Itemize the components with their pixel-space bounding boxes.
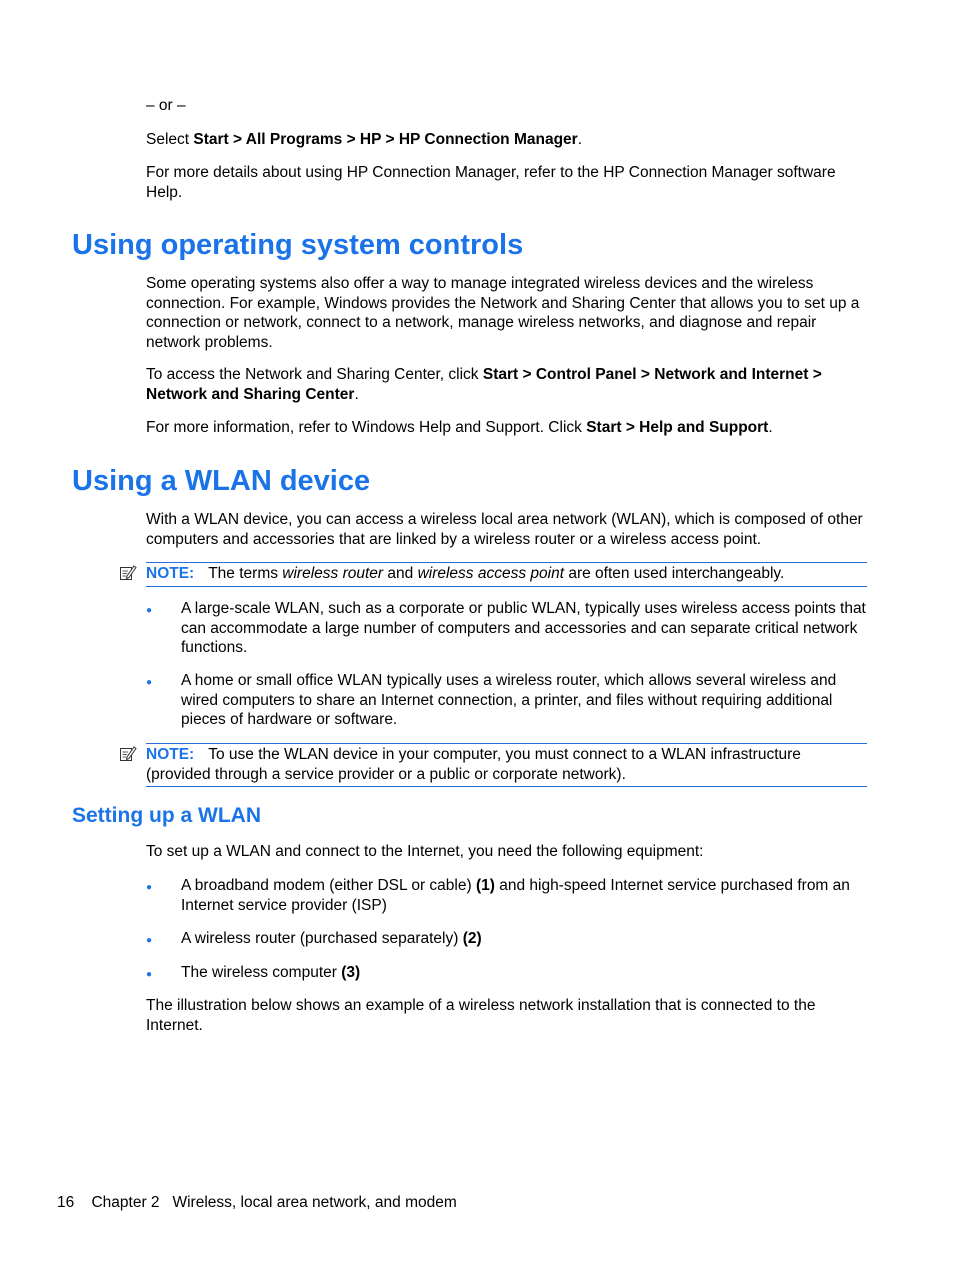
note-text-post: are often used interchangeably.: [564, 565, 785, 582]
item-text: A wireless router (purchased separately): [181, 930, 463, 947]
network-center-suffix: .: [354, 385, 359, 403]
list-item: [181, 876, 870, 915]
select-instruction: [146, 130, 870, 150]
note-terms: [146, 562, 867, 587]
select-prefix: Select: [146, 131, 194, 148]
illustration-intro-paragraph: The illustration below shows an example of a wireless network installation that is connected to the Internet.: [146, 997, 816, 1034]
bullet-dot: ●: [146, 882, 153, 893]
network-center-prefix: To access the Network and Sharing Center, click: [146, 366, 483, 383]
network-center-instruction: [146, 365, 870, 404]
section-title-os-controls: Using operating system controls: [72, 229, 524, 261]
page-number: 16: [57, 1194, 75, 1211]
chapter-title: Wireless, local area network, and modem: [172, 1194, 457, 1211]
item-text: The wireless computer: [181, 964, 342, 981]
help-support-instruction: [146, 418, 870, 438]
item-callout-number: (3): [341, 964, 361, 981]
network-center-path: Start > Control Panel > Network and Internet > Network and Sharing Center: [146, 366, 822, 403]
item-callout-number: (1): [475, 877, 495, 894]
note-wlan-infrastructure: [146, 743, 867, 787]
note-label: NOTE:: [146, 565, 195, 582]
help-suffix: .: [768, 419, 773, 436]
details-paragraph: For more details about using HP Connection Manager, refer to the HP Connection Manager software Help.: [146, 164, 836, 201]
wlan-device-paragraph: With a WLAN device, you can access a wireless local area network (WLAN), which is composed of other computers and accessories that are linked by a wireless router or a wireless access point.: [146, 511, 863, 548]
bullet-dot: ●: [146, 677, 153, 688]
help-prefix: For more information, refer to Windows Help and Support. Click: [146, 419, 587, 436]
note-text: To use the WLAN device in your computer, you must connect to a WLAN infrastructure (provided through a service provider or a public or corporate network).: [146, 746, 801, 783]
bullet-dot: ●: [146, 969, 153, 980]
note-text-mid: and: [383, 565, 418, 582]
item-callout-number: (2): [462, 930, 482, 947]
setup-intro-paragraph: To set up a WLAN and connect to the Internet, you need the following equipment:: [146, 843, 704, 860]
select-path: Start > All Programs > HP > HP Connection Manager: [193, 131, 578, 148]
note-text-pre: The terms: [208, 565, 283, 582]
list-item: [181, 929, 870, 949]
os-controls-paragraph: Some operating systems also offer a way to manage integrated wireless devices and the wireless connection. For example, Windows provides the Network and Sharing Center that allows you to set up a connection or network, connect to a network, manage wireless networks, and diagnose and repair network problems.: [146, 275, 860, 351]
list-item: A home or small office WLAN typically uses a wireless router, which allows several wireless and wired computers to share an Internet connection, a printer, and files without requiring additional pieces of hardware or software.: [181, 672, 837, 728]
note-label: NOTE:: [146, 746, 195, 763]
item-text: A broadband modem (either DSL or cable): [181, 877, 476, 894]
note-pencil-icon: [119, 564, 137, 582]
section-title-wlan-device: Using a WLAN device: [72, 465, 371, 497]
or-separator: – or –: [146, 97, 186, 114]
bullet-dot: ●: [146, 605, 153, 616]
section-title-setting-up-wlan: Setting up a WLAN: [72, 804, 261, 827]
item-text: and high-speed Internet service purchased from an Internet service provider (ISP): [181, 877, 850, 914]
bullet-dot: ●: [146, 935, 153, 946]
note-term-wireless-access-point: wireless access point: [417, 565, 565, 582]
list-item: [181, 963, 870, 983]
help-path: Start > Help and Support: [586, 419, 769, 436]
select-suffix: .: [577, 131, 583, 148]
chapter-label: Chapter 2: [91, 1194, 160, 1211]
list-item: A large-scale WLAN, such as a corporate or public WLAN, typically uses wireless access points that can accommodate a large number of computers and accessories and can separate critical network functions.: [181, 600, 866, 656]
note-pencil-icon: [119, 745, 137, 763]
note-term-wireless-router: wireless router: [282, 565, 384, 582]
page-footer: [57, 1193, 457, 1213]
